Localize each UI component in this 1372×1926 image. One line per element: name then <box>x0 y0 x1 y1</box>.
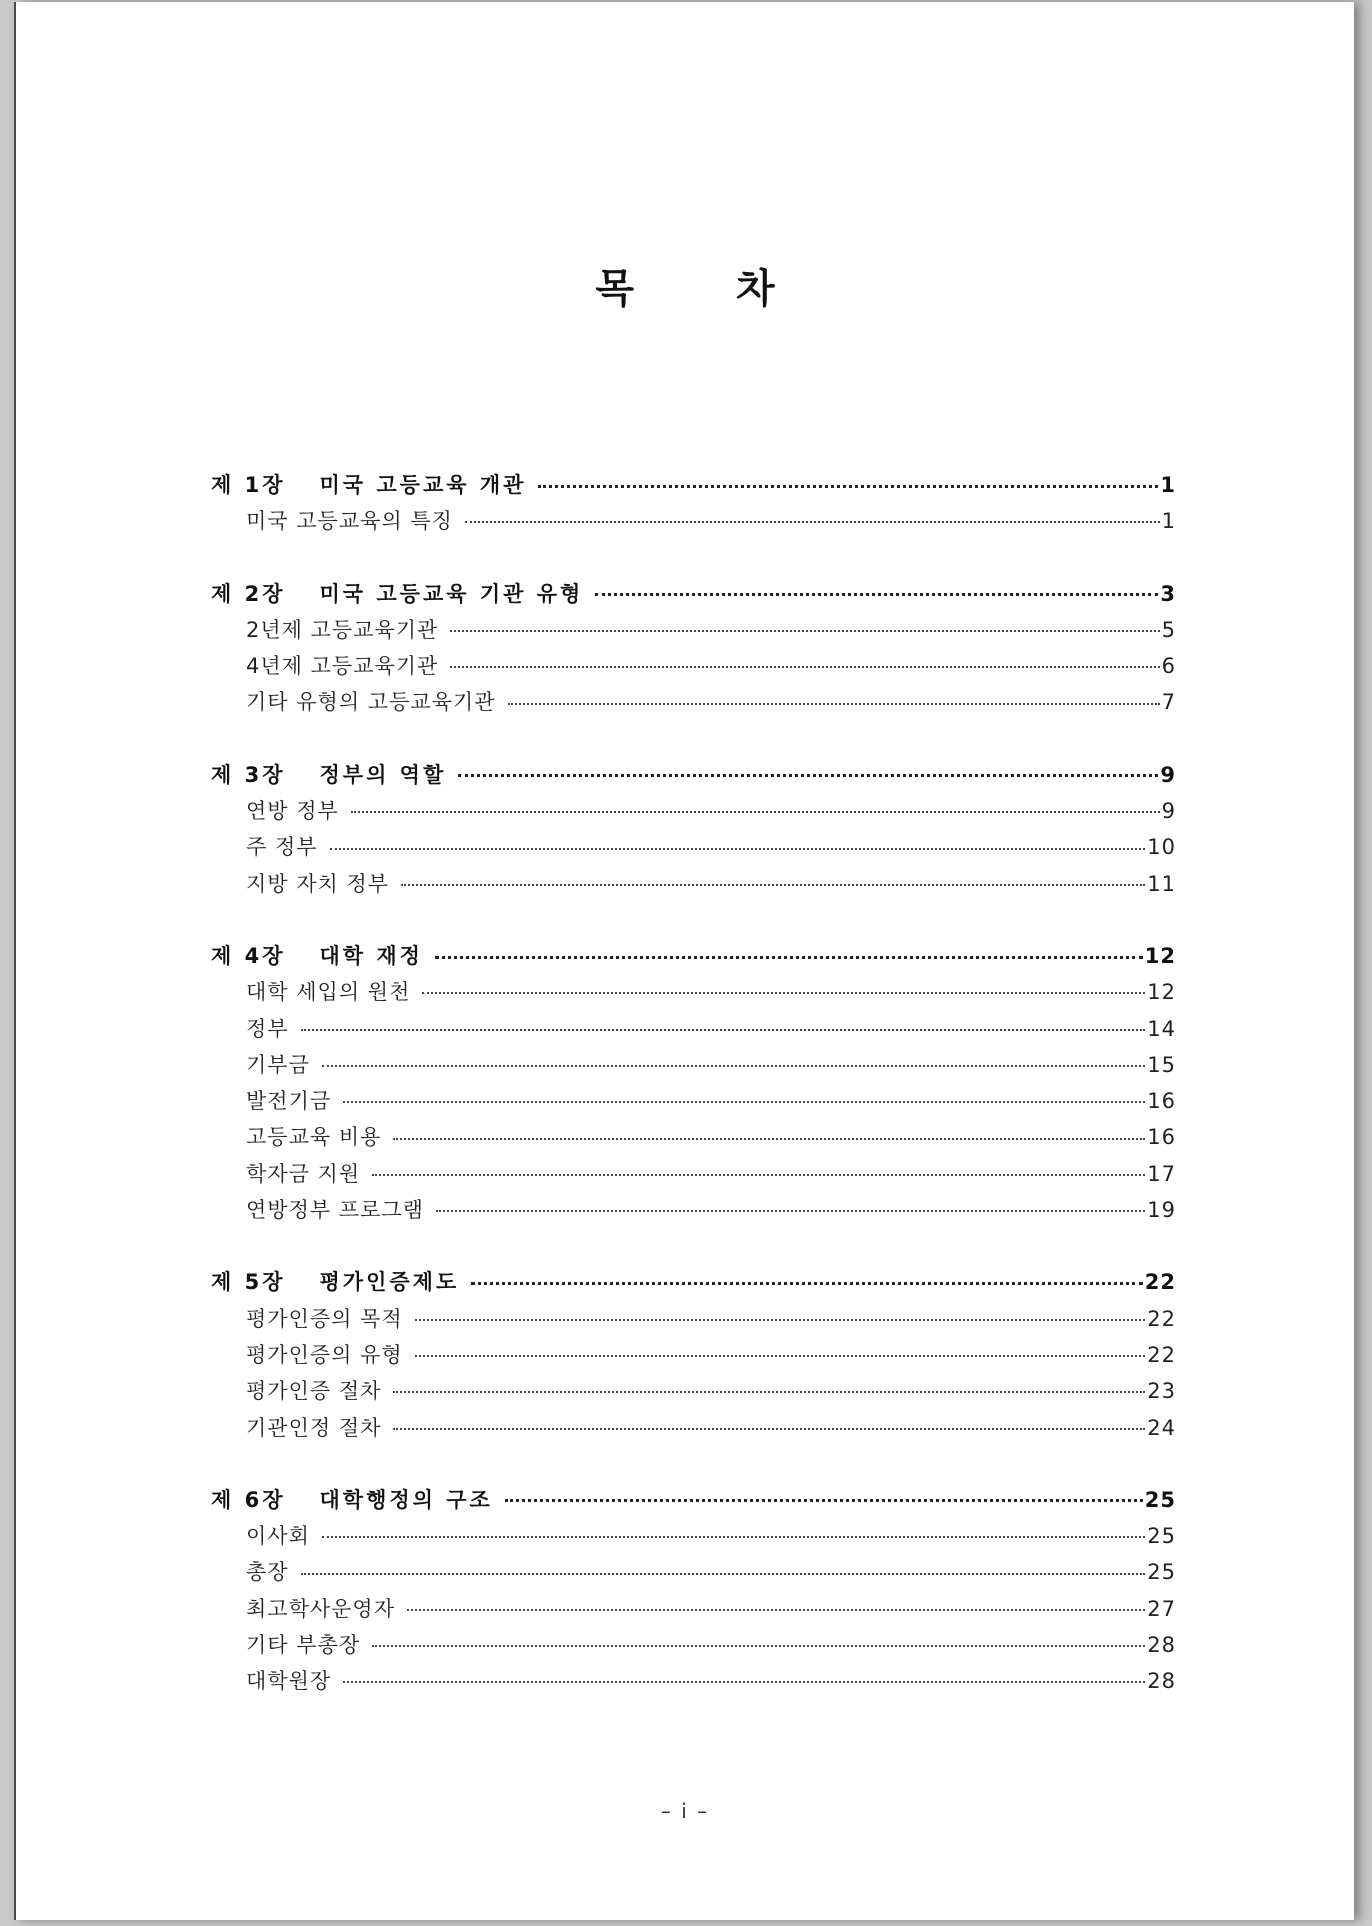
dot-leader <box>435 956 1143 959</box>
chapter-page-number: 9 <box>1160 762 1176 787</box>
toc-section-entry[interactable] <box>211 1518 1176 1554</box>
section-title: 평가인증의 목적 <box>246 1306 403 1331</box>
dot-leader <box>505 1499 1143 1502</box>
section-page-number: 7 <box>1161 690 1176 715</box>
dot-leader <box>372 1645 1145 1647</box>
dot-leader <box>322 1065 1145 1067</box>
toc-chapter <box>211 757 1176 902</box>
section-page-number: 15 <box>1147 1052 1176 1077</box>
dot-leader <box>471 1282 1143 1285</box>
section-page-number: 10 <box>1147 835 1176 860</box>
section-page-number: 16 <box>1147 1089 1176 1114</box>
dot-leader <box>415 1355 1146 1357</box>
toc-section-entry[interactable] <box>211 1083 1176 1119</box>
section-title: 고등교육 비용 <box>246 1125 382 1150</box>
toc-chapter <box>211 576 1176 721</box>
toc-chapter-entry[interactable] <box>211 467 1176 503</box>
dot-leader <box>393 1428 1145 1430</box>
dot-leader <box>301 1029 1146 1031</box>
chapter-page-number: 12 <box>1144 943 1176 968</box>
section-page-number: 23 <box>1147 1379 1176 1404</box>
table-of-contents <box>211 467 1176 1736</box>
toc-section-entry[interactable] <box>211 974 1176 1010</box>
section-title: 기타 유형의 고등교육기관 <box>246 690 496 715</box>
dot-leader <box>450 630 1159 632</box>
toc-section-entry[interactable] <box>211 612 1176 648</box>
section-page-number: 16 <box>1147 1125 1176 1150</box>
section-title: 평가인증의 유형 <box>246 1342 403 1367</box>
section-title: 학자금 지원 <box>246 1161 361 1186</box>
chapter-title: 정부의 역할 <box>319 762 447 787</box>
section-page-number: 11 <box>1147 871 1176 896</box>
section-page-number: 14 <box>1147 1016 1176 1041</box>
toc-section-entry[interactable] <box>211 1373 1176 1409</box>
section-title: 이사회 <box>246 1524 310 1549</box>
toc-chapter-entry[interactable] <box>211 576 1176 612</box>
dot-leader <box>322 1536 1145 1538</box>
section-title: 연방 정부 <box>246 799 339 824</box>
section-title: 총장 <box>246 1560 289 1585</box>
toc-section-entry[interactable] <box>211 829 1176 865</box>
section-page-number: 9 <box>1161 799 1176 824</box>
section-page-number: 27 <box>1147 1596 1176 1621</box>
chapter-number: 제 6장 <box>211 1487 286 1512</box>
dot-leader <box>436 1210 1145 1212</box>
chapter-number: 제 3장 <box>211 762 286 787</box>
toc-section-entry[interactable] <box>211 1410 1176 1446</box>
section-page-number: 22 <box>1147 1342 1176 1367</box>
toc-chapter <box>211 467 1176 540</box>
dot-leader <box>393 1138 1145 1140</box>
chapter-page-number: 22 <box>1144 1270 1176 1295</box>
document-page <box>14 2 1354 1920</box>
toc-section-entry[interactable] <box>211 1663 1176 1699</box>
toc-section-entry[interactable] <box>211 1627 1176 1663</box>
toc-chapter-entry[interactable] <box>211 938 1176 974</box>
chapter-number: 제 4장 <box>211 943 286 968</box>
section-title: 대학원장 <box>246 1669 332 1694</box>
toc-section-entry[interactable] <box>211 1156 1176 1192</box>
toc-chapter <box>211 1482 1176 1700</box>
section-page-number: 19 <box>1147 1198 1176 1223</box>
section-page-number: 12 <box>1147 980 1176 1005</box>
section-title: 미국 고등교육의 특징 <box>246 509 453 534</box>
page-title: 목 차 <box>595 266 819 312</box>
section-title: 4년제 고등교육기관 <box>246 654 439 679</box>
section-title: 기타 부총장 <box>246 1633 361 1658</box>
dot-leader <box>508 703 1160 705</box>
toc-section-entry[interactable] <box>211 866 1176 902</box>
toc-section-entry[interactable] <box>211 1554 1176 1590</box>
section-page-number: 6 <box>1161 654 1176 679</box>
section-title: 정부 <box>246 1016 289 1041</box>
toc-chapter-entry[interactable] <box>211 1482 1176 1518</box>
section-title: 기부금 <box>246 1052 310 1077</box>
section-title: 최고학사운영자 <box>246 1596 396 1621</box>
toc-section-entry[interactable] <box>211 648 1176 684</box>
chapter-title: 미국 고등교육 개관 <box>319 473 527 497</box>
chapter-number: 제 5장 <box>211 1270 286 1295</box>
toc-chapter <box>211 938 1176 1228</box>
section-page-number: 1 <box>1161 509 1176 534</box>
section-title: 지방 자치 정부 <box>246 871 390 896</box>
dot-leader <box>415 1319 1146 1321</box>
dot-leader <box>422 992 1145 994</box>
toc-chapter <box>211 1264 1176 1445</box>
chapter-title: 평가인증제도 <box>319 1270 460 1295</box>
section-title: 대학 세입의 원천 <box>246 980 411 1005</box>
dot-leader <box>393 1391 1145 1393</box>
toc-section-entry[interactable] <box>211 1011 1176 1047</box>
section-title: 연방정부 프로그램 <box>246 1198 424 1223</box>
dot-leader <box>458 774 1158 777</box>
section-title: 발전기금 <box>246 1089 332 1114</box>
toc-section-entry[interactable] <box>211 1192 1176 1228</box>
toc-section-entry[interactable] <box>211 1119 1176 1155</box>
section-title: 주 정부 <box>246 835 318 860</box>
toc-section-entry[interactable] <box>211 1591 1176 1627</box>
chapter-number: 제 2장 <box>211 581 286 606</box>
dot-leader <box>450 666 1159 668</box>
toc-section-entry[interactable] <box>211 1047 1176 1083</box>
toc-section-entry[interactable] <box>211 1337 1176 1373</box>
page-footer: – i – <box>660 1799 710 1823</box>
toc-chapter-entry[interactable] <box>211 1264 1176 1300</box>
dot-leader <box>343 1101 1145 1103</box>
dot-leader <box>595 593 1158 596</box>
chapter-title: 대학행정의 구조 <box>319 1487 493 1512</box>
toc-section-entry[interactable] <box>211 1301 1176 1337</box>
section-page-number: 25 <box>1147 1560 1176 1585</box>
dot-leader <box>343 1681 1145 1683</box>
dot-leader <box>351 811 1160 813</box>
section-page-number: 5 <box>1161 617 1176 642</box>
toc-chapter-entry[interactable] <box>211 757 1176 793</box>
toc-section-entry[interactable] <box>211 684 1176 720</box>
dot-leader <box>330 848 1146 850</box>
dot-leader <box>401 884 1145 886</box>
dot-leader <box>372 1174 1145 1176</box>
section-page-number: 24 <box>1147 1415 1176 1440</box>
section-title: 기관인정 절차 <box>246 1415 382 1440</box>
dot-leader <box>407 1609 1145 1611</box>
chapter-page-number: 3 <box>1160 581 1176 606</box>
section-page-number: 17 <box>1147 1161 1176 1186</box>
section-page-number: 25 <box>1147 1524 1176 1549</box>
chapter-page-number: 25 <box>1144 1487 1176 1512</box>
dot-leader <box>538 485 1158 488</box>
chapter-title: 대학 재정 <box>319 943 423 968</box>
chapter-title: 미국 고등교육 기관 유형 <box>319 581 584 606</box>
chapter-number: 제 1장 <box>211 473 286 497</box>
toc-section-entry[interactable] <box>211 793 1176 829</box>
chapter-page-number: 1 <box>1160 473 1176 497</box>
section-title: 평가인증 절차 <box>246 1379 382 1404</box>
dot-leader <box>301 1573 1146 1575</box>
section-page-number: 28 <box>1147 1669 1176 1694</box>
section-title: 2년제 고등교육기관 <box>246 617 439 642</box>
section-page-number: 28 <box>1147 1633 1176 1658</box>
toc-section-entry[interactable] <box>211 503 1176 539</box>
dot-leader <box>465 521 1160 523</box>
section-page-number: 22 <box>1147 1306 1176 1331</box>
